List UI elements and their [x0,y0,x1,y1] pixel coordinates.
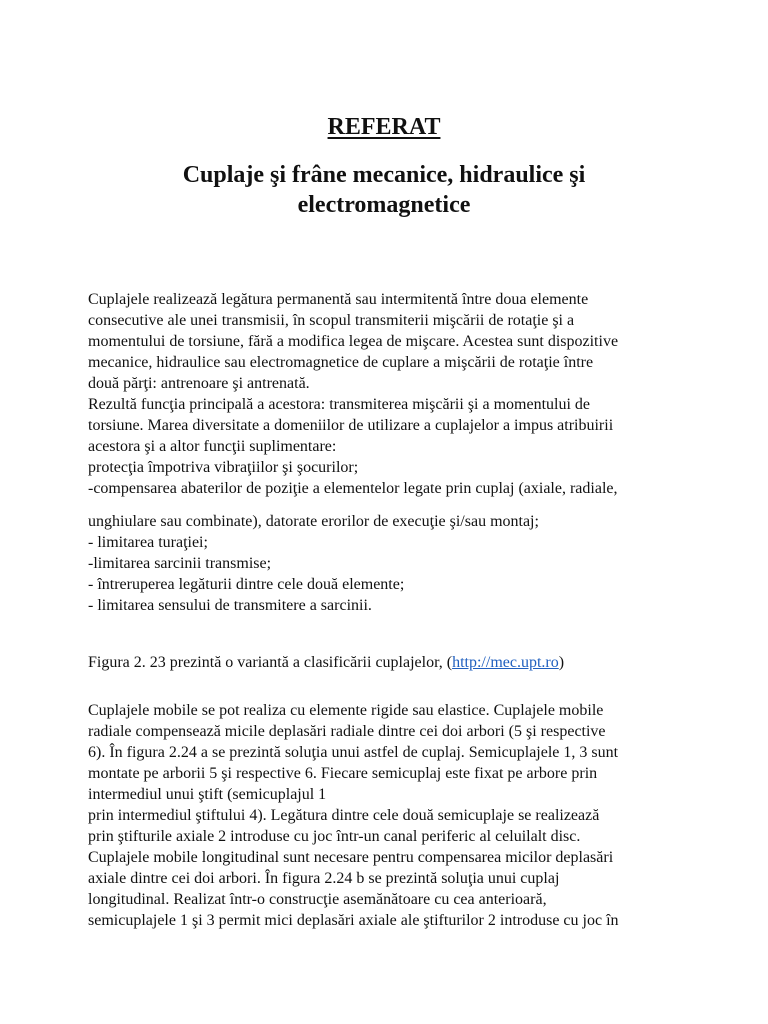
list-item: -limitarea sarcinii transmise; [88,555,272,572]
text-line: consecutive ale unei transmisii, în scopul transmiterii mişcării de rotaţie şi a [88,312,575,329]
functions-list [88,511,688,616]
subtitle-line: Cuplaje şi frâne mecanice, hidraulice şi [182,162,586,188]
figure-reference [88,652,688,673]
mobile-couplings-paragraph [88,700,688,931]
subtitle-line: electromagnetice [297,192,471,218]
figure-reference-close: ) [558,654,565,671]
source-link[interactable]: http://mec.upt.ro [452,654,559,671]
list-item: unghiulare sau combinate), datorate erorilor de execuţie şi/sau montaj; [88,513,539,530]
text-line: intermediul unui ştift (semicuplajul 1 [88,786,327,803]
text-line: mecanice, hidraulice sau electromagnetice de cuplare a mişcării de rotaţie între [88,354,594,371]
document-subtitle [0,160,768,220]
text-line: Cuplajele mobile se pot realiza cu elemente rigide sau elastice. Cuplajele mobile [88,702,604,719]
text-line: prin ştifturile axiale 2 introduse cu joc într-un canal periferic al celuilalt disc. [88,828,581,845]
text-line: prin intermediul ştiftului 4). Legătura dintre cele două semicuplaje se realizează [88,807,600,824]
text-line: protecţia împotriva vibraţiilor şi şocurilor; [88,459,359,476]
text-line: momentului de torsiune, fără a modifica legea de mişcare. Acestea sunt dispozitive [88,333,619,350]
list-item: - limitarea turaţiei; [88,534,208,551]
text-line: -compensarea abaterilor de poziţie a elementelor legate prin cuplaj (axiale, radiale, [88,480,618,497]
text-line: axiale dintre cei doi arbori. În figura 2.24 b se prezintă soluţia unui cuplaj [88,870,560,887]
list-item: - întreruperea legăturii dintre cele două elemente; [88,576,405,593]
text-line: radiale compensează micile deplasări radiale dintre cei doi arbori (5 şi respective [88,723,606,740]
text-line: două părţi: antrenoare şi antrenată. [88,375,310,392]
text-line: torsiune. Marea diversitate a domeniilor de utilizare a cuplajelor a impus atribuirii [88,417,614,434]
figure-reference-line [88,652,688,673]
text-line: longitudinal. Realizat într-o construcţie asemănătoare cu cea anterioară, [88,891,547,908]
document-title: REFERAT [327,114,441,140]
text-line: Cuplajele realizează legătura permanentă sau intermitentă între doua elemente [88,291,589,308]
text-line: montate pe arborii 5 şi respective 6. Fiecare semicuplaj este fixat pe arbore prin [88,765,598,782]
figure-reference-text: Figura 2. 23 prezintă o variantă a clasificării cuplajelor, ( [88,654,453,671]
list-item: - limitarea sensului de transmitere a sarcinii. [88,597,372,614]
text-line: 6). În figura 2.24 a se prezintă soluţia unui astfel de cuplaj. Semicuplajele 1, 3 sunt [88,744,619,761]
text-line: Rezultă funcţia principală a acestora: transmiterea mişcării şi a momentului de [88,396,591,413]
text-line: acestora şi a altor funcţii suplimentare: [88,438,337,455]
intro-paragraph [88,289,688,499]
text-line: semicuplajele 1 şi 3 permit mici deplasări axiale ale ştifturilor 2 introduse cu joc în [88,912,619,929]
text-line: Cuplajele mobile longitudinal sunt necesare pentru compensarea micilor deplasări [88,849,614,866]
